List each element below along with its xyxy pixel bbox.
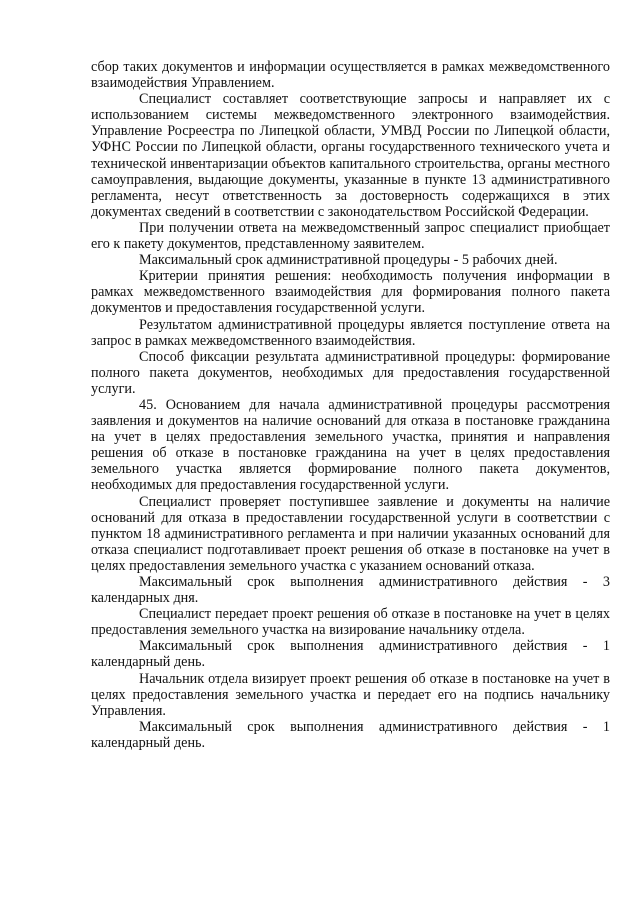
- paragraph-result: Результатом административной процедуры является поступление ответа на запрос в рамках межведомственного взаимодействия.: [91, 316, 610, 349]
- paragraph-term-1-day-b: Максимальный срок выполнения административного действия - 1 календарный день.: [91, 718, 610, 751]
- paragraph-item-45: 45. Основанием для начала административной процедуры рассмотрения заявления и документов на наличие оснований для отказа в постановке гражданина на учет в целях предоставления земельного участка, принятия и направления решения об отказе в постановке гражданина на учет в целях предоставления земельного участка является формирование полного пакета документов, необходимых для предоставления государственной услуги.: [91, 396, 610, 494]
- paragraph-criteria: Критерии принятия решения: необходимость получения информации в рамках межведомственного взаимодействия для формирования полного пакета документов и предоставления государственной услуги.: [91, 268, 610, 317]
- paragraph-requests: Специалист составляет соответствующие запросы и направляет их с использованием системы межведомственного электронного взаимодействия. Управление Росреестра по Липецкой области, УМВД России по Липецкой области, УФНС России по Липецкой области, органы государственного технического учета и технической инвентаризации объектов капитального строительства, органы местного самоуправления, выдающие документы, указанные в пункте 13 административного регламента, несут ответственность за достоверность содержащихся в этих документах сведений в соответствии с законодательством Российской Федерации.: [91, 91, 610, 220]
- paragraph-term-1-day-a: Максимальный срок выполнения административного действия - 1 календарный день.: [91, 638, 610, 671]
- paragraph-approval: Начальник отдела визирует проект решения об отказе в постановке на учет в целях предоставления земельного участка и передает его на подпись начальнику Управления.: [91, 670, 610, 719]
- paragraph-fixation: Способ фиксации результата административной процедуры: формирование полного пакета документов, необходимых для предоставления государственной услуги.: [91, 348, 610, 397]
- paragraph-check: Специалист проверяет поступившее заявление и документы на наличие оснований для отказа в предоставлении государственной услуги в соответствии с пунктом 18 административного регламента и при наличии указанных оснований для отказа специалист подготавливает проект решения об отказе в постановке на учет в целях предоставления земельного участка с указанием оснований отказа.: [91, 493, 610, 574]
- paragraph-response: При получении ответа на межведомственный запрос специалист приобщает его к пакету документов, представленному заявителем.: [91, 219, 610, 253]
- paragraph-term-3-days: Максимальный срок выполнения административного действия - 3 календарных дня.: [91, 574, 610, 607]
- paragraph-transfer: Специалист передает проект решения об отказе в постановке на учет в целях предоставления земельного участка на визирование начальнику отдела.: [91, 606, 610, 639]
- paragraph-continuation: сбор таких документов и информации осуществляется в рамках межведомственного взаимодействия Управлением.: [91, 59, 610, 92]
- document-page: [91, 59, 610, 751]
- paragraph-max-term: Максимальный срок административной процедуры - 5 рабочих дней.: [139, 252, 558, 269]
